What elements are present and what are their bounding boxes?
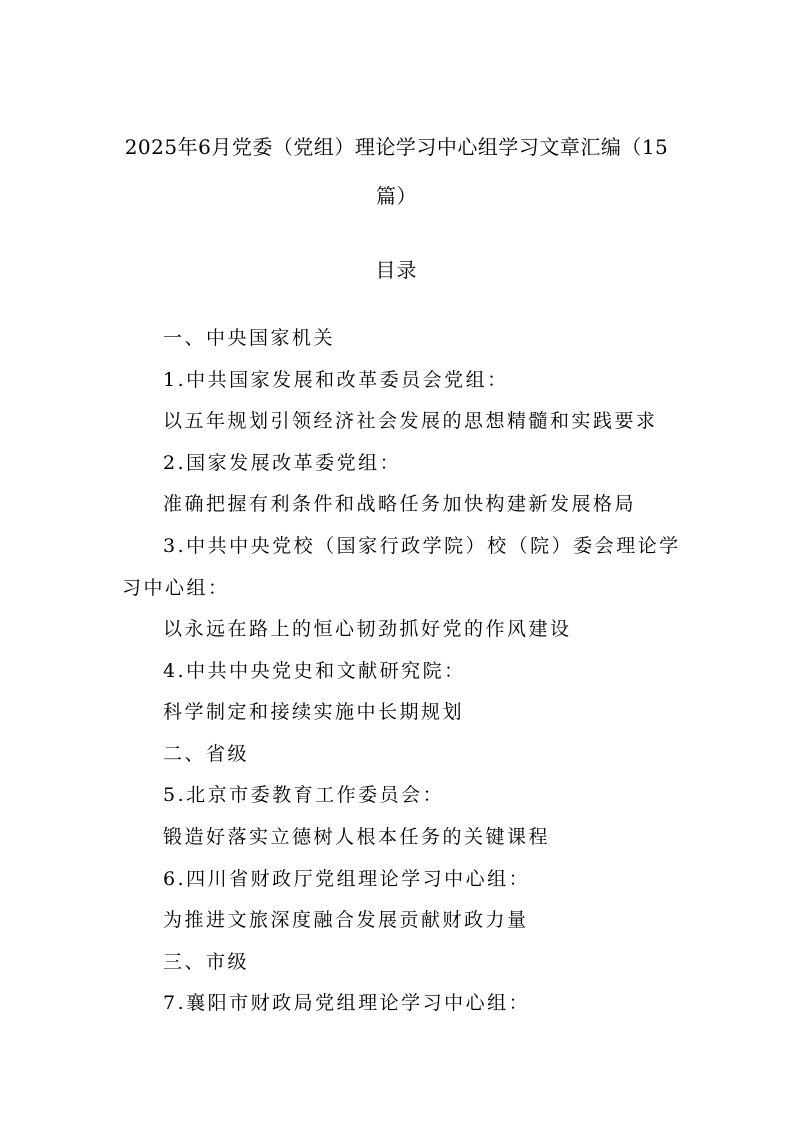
toc-entry-5-title: 锻造好落实立德树人根本任务的关键课程: [163, 826, 551, 848]
toc-entry-6-org: 6.四川省财政厅党组理论学习中心组：: [163, 868, 531, 890]
toc-entry-1-title: 以五年规划引领经济社会发展的思想精髓和实践要求: [163, 410, 658, 432]
section-heading-central: 一、中央国家机关: [163, 327, 336, 349]
section-heading-municipal: 三、市级: [163, 951, 250, 973]
toc-entry-2-org: 2.国家发展改革委党组：: [163, 452, 402, 474]
toc-entry-4-org: 4.中共中央党史和文献研究院：: [163, 660, 466, 682]
toc-entry-1-org: 1.中共国家发展和改革委员会党组：: [163, 369, 509, 391]
toc-entry-3-org: 3.中共中央党校（国家行政学院）校（院）委会理论学: [163, 535, 681, 557]
toc-entry-2-title: 准确把握有利条件和战略任务加快构建新发展格局: [163, 493, 637, 515]
toc-entry-5-org: 5.北京市委教育工作委员会：: [163, 784, 445, 806]
toc-entry-3-org-cont: 习中心组：: [122, 577, 230, 599]
document-title-line-1: 2025年6月党委（党组）理论学习中心组学习文章汇编（15: [124, 135, 669, 159]
document-title-line-2: 篇）: [376, 184, 417, 208]
toc-entry-3-title: 以永远在路上的恒心韧劲抓好党的作风建设: [163, 618, 572, 640]
toc-entry-4-title: 科学制定和接续实施中长期规划: [163, 701, 465, 723]
section-heading-provincial: 二、省级: [163, 743, 250, 765]
toc-entry-6-title: 为推进文旅深度融合发展贡献财政力量: [163, 909, 529, 931]
toc-heading: 目录: [375, 258, 418, 282]
toc-entry-7-org: 7.襄阳市财政局党组理论学习中心组：: [163, 992, 531, 1014]
